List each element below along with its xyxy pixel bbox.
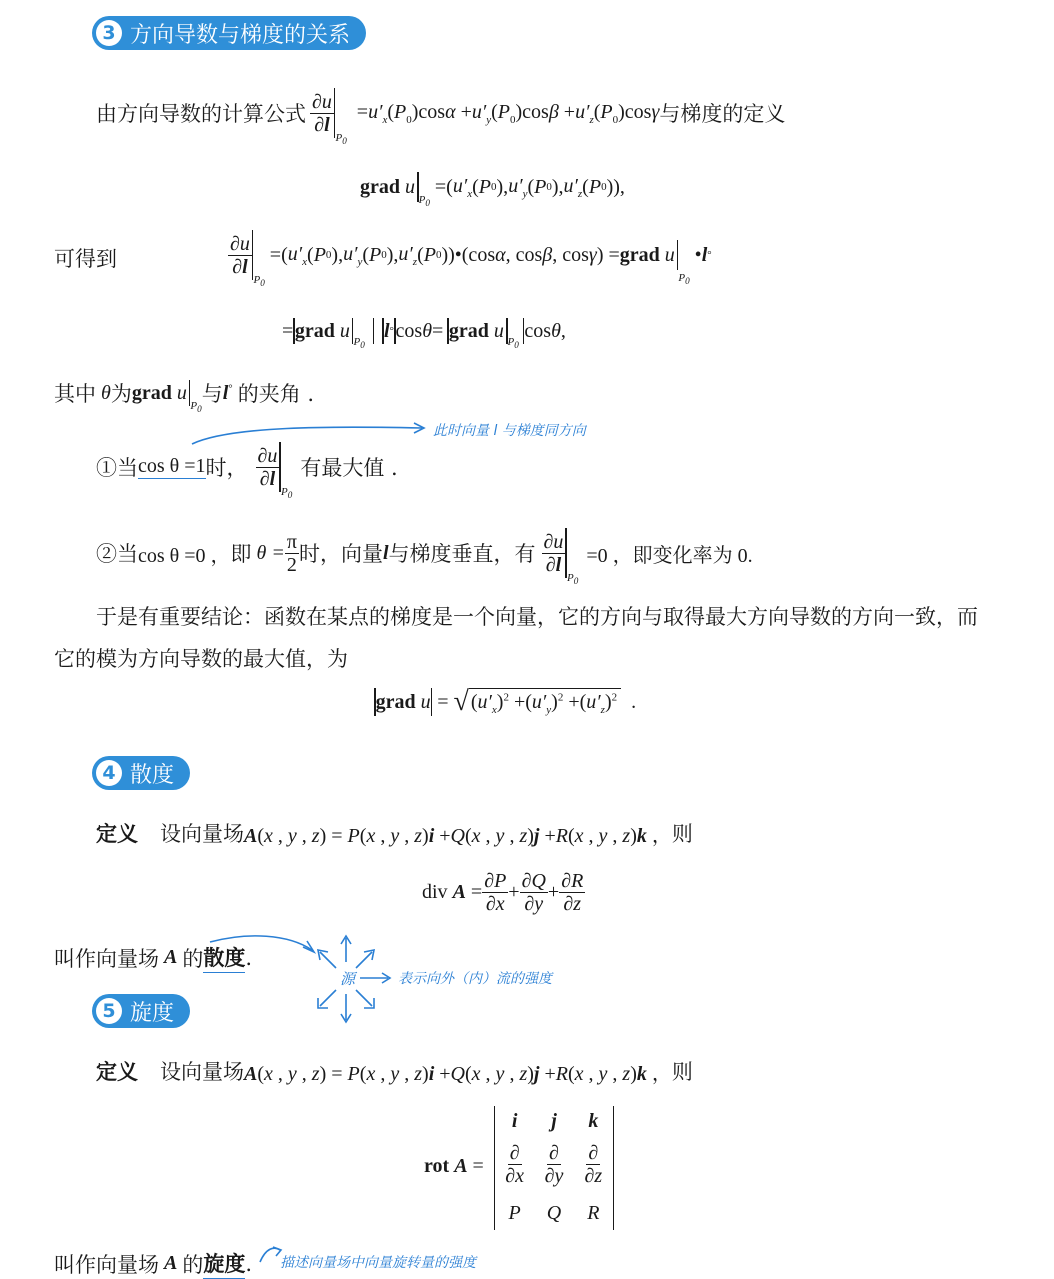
section-number-badge: 4 xyxy=(96,760,122,786)
grad-definition: grad u $P_0$ =( $u'_x$ ( P 0 ), $u'_y$ ( P 0 ), $u'_z$ ( P 0 )), xyxy=(360,172,625,202)
rot-called-line: 叫作向量场 A 的 旋度 . xyxy=(54,1248,252,1279)
case1-note: 此时向量 l 与梯度同方向 xyxy=(433,423,586,439)
section-header-4 xyxy=(92,756,190,790)
intro-line: 由方向导数的计算公式 $\frac{\partial u}{\partial l}$ $P_0$ $=u'_x(P_0)\cos\alpha +u'_y(P_0)\cos\beta +u'_z(P_0)\cos\gamma$ 与梯度的定义 xyxy=(96,88,785,138)
div-called-line: 叫作向量场 A 的 散度 . xyxy=(54,942,252,973)
curl-term: 旋度 xyxy=(203,1248,245,1279)
dot-product-formula: $\frac{\partial u}{\partial l}$ $P_0$ =( $u'_x$ ( P 0 ), $u'_y$ ( P 0 ), $u'_z$ ( P 0 ))•(cos α , cos β , cos γ ) = grad u $P_0$ • l ° xyxy=(228,230,712,280)
rot-determinant: i j k $\frac{\partial}{\partial x}$ $\frac{\partial}{\partial y}$ $\frac{\partial}{\partial z}$ P Q R xyxy=(494,1106,614,1230)
section-header-3 xyxy=(92,16,366,50)
divergence-term: 散度 xyxy=(203,942,245,973)
section-title: 方向导数与梯度的关系 xyxy=(130,22,351,48)
source-label: 源 xyxy=(340,970,356,988)
case2-line: ②当 cos θ =0 ， 即 θ = $\frac{\pi}{2}$ 时，向量 l 与梯度垂直，有 $\frac{\partial u}{\partial l}$ $P_0$ =0 ，即变化率为 0. xyxy=(96,528,753,578)
grad-magnitude: grad u = √ $(u'_x)^2 +(u'_y)^2 +(u'_z)^2$ . xyxy=(375,686,637,717)
rot-definition-line: 定义 设向量场 A(x , y , z) = P(x , y , z)i +Q(x , y , z)j +R(x , y , z)k ， 则 xyxy=(96,1060,693,1085)
get-label: 可得到 xyxy=(54,247,117,271)
divergence-note: 表示向外（内）流的强度 xyxy=(398,971,552,987)
divergence-arrow xyxy=(208,930,318,960)
div-formula: div A = $\frac{\partial P}{\partial x}$ + $\frac{\partial Q}{\partial y}$ + $\frac{\partial R}{\partial z}$ xyxy=(422,870,584,915)
rot-label: rot A = xyxy=(424,1155,484,1177)
section-title: 散度 xyxy=(130,762,175,788)
section-number-badge: 3 xyxy=(96,20,122,46)
section-title: 旋度 xyxy=(130,1000,175,1026)
section-header-5 xyxy=(92,994,190,1028)
section-number-badge: 5 xyxy=(96,998,122,1024)
div-definition-line: 定义 设向量场 A(x , y , z) = P(x , y , z)i +Q(x , y , z)j +R(x , y , z)k ， 则 xyxy=(96,822,693,847)
abs-formula: = grad u $P_0$ l ° cos θ = grad u $P_0$ cos θ , xyxy=(282,319,566,350)
conclusion-line-1: 于是有重要结论：函数在某点的梯度是一个向量，它的方向与取得最大方向导数的方向一致，而 xyxy=(96,605,978,629)
curl-note: 描述向量场中向量旋转量的强度 xyxy=(280,1255,476,1271)
formula-expansion: $=u'_x(P_0)\cos\alpha +u'_y(P_0)\cos\beta +u'_z(P_0)\cos\gamma$ xyxy=(356,100,660,126)
conclusion-line-2: 它的模为方向导数的最大值，为 xyxy=(54,647,348,671)
partial-u-over-l: $\frac{\partial u}{\partial l}$ xyxy=(312,90,332,136)
case1-line: ①当 cos θ =1 时， $\frac{\partial u}{\partial l}$ $P_0$ 有最大值 . xyxy=(96,442,398,492)
where-line: 其中 θ 为 grad u $P_0$ 与 l° 的夹角 . xyxy=(54,381,315,414)
